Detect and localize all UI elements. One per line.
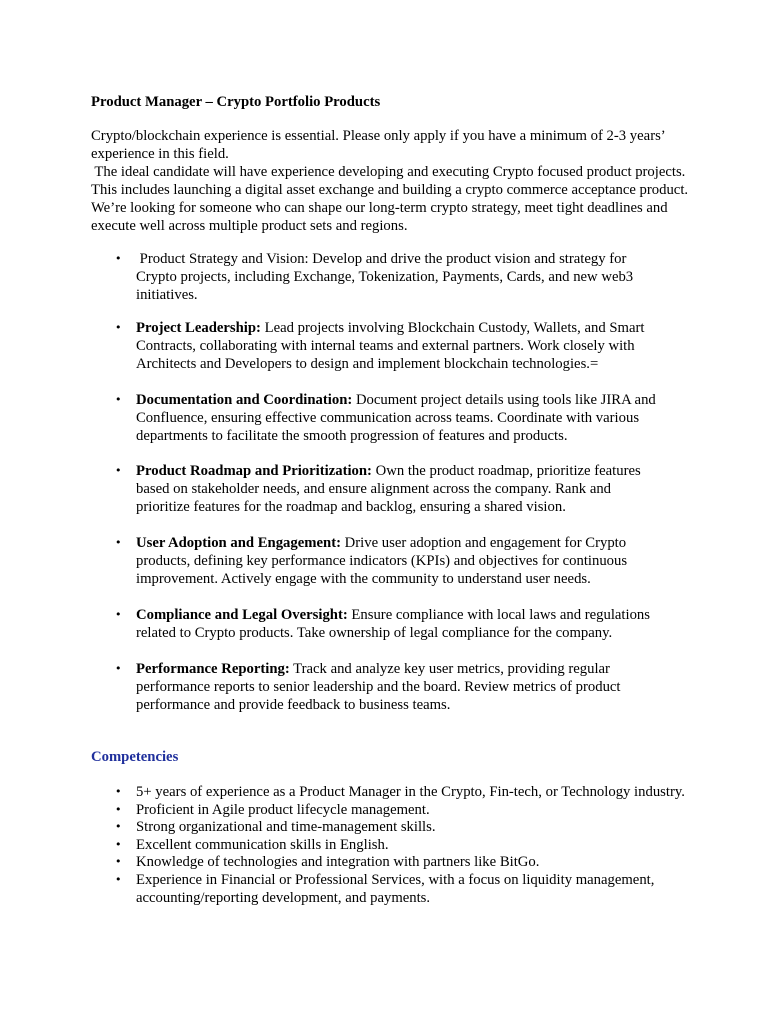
competency-item [91, 818, 711, 836]
responsibility-body: Track and analyze key user metrics, providing regular performance reports to senior leadership and the board. Review metrics of product performance and provide feedback to business teams. [136, 661, 621, 713]
responsibility-text [136, 462, 666, 516]
bullet-icon: • [115, 662, 122, 675]
responsibility-body: Drive user adoption and engagement for Crypto products, defining key performance indicators (KPIs) and objectives for continuous improvement. Actively engage with the community to understand user needs. [136, 535, 628, 587]
responsibility-heading: User Adoption and Engagement: [136, 535, 341, 551]
competency-item [91, 801, 711, 819]
responsibility-text [136, 660, 666, 714]
responsibility-body: Document project details using tools like JIRA and Confluence, ensuring effective communication across teams. Coordinate with various departments to facilitate the smooth progression of features and products. [136, 392, 656, 444]
bullet-icon: • [115, 872, 122, 886]
intro-line: The ideal candidate will have experience developing and executing Crypto focused product projects. [91, 164, 686, 180]
responsibility-body: Own the product roadmap, prioritize features based on stakeholder needs, and ensure alignment across the company. Rank and prioritize features for the roadmap and backlog, ensuring a shared vision. [136, 463, 641, 515]
intro-line: Crypto/blockchain experience is essential. Please only apply if you have a minimum of 2-3 years’ [91, 128, 666, 144]
competencies-list [91, 783, 711, 907]
intro-paragraph [91, 127, 691, 235]
responsibility-heading: Documentation and Coordination: [136, 392, 353, 408]
competency-item [91, 783, 711, 801]
document-title: Product Manager – Crypto Portfolio Products [91, 94, 381, 110]
competency-item [91, 871, 711, 907]
competency-item [91, 836, 711, 854]
responsibility-heading: Performance Reporting: [136, 661, 290, 677]
intro-line: execute well across multiple product sets and regions. [91, 218, 408, 234]
intro-line: We’re looking for someone who can shape our long-term crypto strategy, meet tight deadlines and [91, 200, 668, 216]
competency-item [91, 853, 711, 871]
competencies-heading: Competencies [91, 749, 179, 765]
bullet-icon: • [115, 536, 122, 549]
competency-text: Excellent communication skills in English. [136, 836, 389, 853]
bullet-icon: • [115, 785, 122, 798]
bullet-icon: • [115, 802, 122, 816]
bullet-icon: • [115, 393, 122, 406]
bullet-icon: • [115, 855, 122, 868]
responsibility-text [136, 319, 666, 373]
competency-text: Knowledge of technologies and integration with partners like BitGo. [136, 854, 540, 870]
responsibility-body: Ensure compliance with local laws and regulations related to Crypto products. Take ownership of legal compliance for the company. [136, 607, 650, 641]
competency-text: Proficient in Agile product lifecycle management. [136, 801, 430, 818]
competency-text: 5+ years of experience as a Product Manager in the Crypto, Fin-tech, or Technology industry. [136, 784, 685, 800]
bullet-icon: • [115, 837, 122, 851]
responsibility-text [136, 534, 666, 588]
intro-line: This includes launching a digital asset exchange and building a crypto commerce acceptance product. [91, 182, 689, 198]
responsibility-body: Lead projects involving Blockchain Custody, Wallets, and Smart Contracts, collaborating with internal teams and external partners. Work closely with Architects and Developers to design and implement blockchain technologies.= [136, 320, 645, 372]
responsibility-heading: Product Roadmap and Prioritization: [136, 463, 372, 479]
intro-line: experience in this field. [91, 146, 229, 162]
responsibility-text [136, 606, 666, 642]
responsibility-heading: Compliance and Legal Oversight: [136, 607, 348, 623]
responsibility-heading: Project Leadership: [136, 320, 261, 336]
bullet-icon: • [115, 464, 122, 477]
responsibility-body: Product Strategy and Vision: Develop and drive the product vision and strategy for Crypto projects, including Exchange, Tokenization, Payments, Cards, and new web3 initiatives. [136, 251, 637, 303]
responsibility-text [136, 391, 666, 445]
bullet-icon: • [115, 321, 122, 334]
responsibility-text [136, 250, 666, 304]
competency-text: Strong organizational and time-management skills. [136, 819, 436, 835]
bullet-icon: • [115, 820, 122, 833]
bullet-icon: • [115, 608, 122, 621]
competency-text: Experience in Financial or Professional Services, with a focus on liquidity management, accounting/reporting development, and payments. [136, 871, 655, 906]
bullet-icon: • [115, 252, 122, 265]
